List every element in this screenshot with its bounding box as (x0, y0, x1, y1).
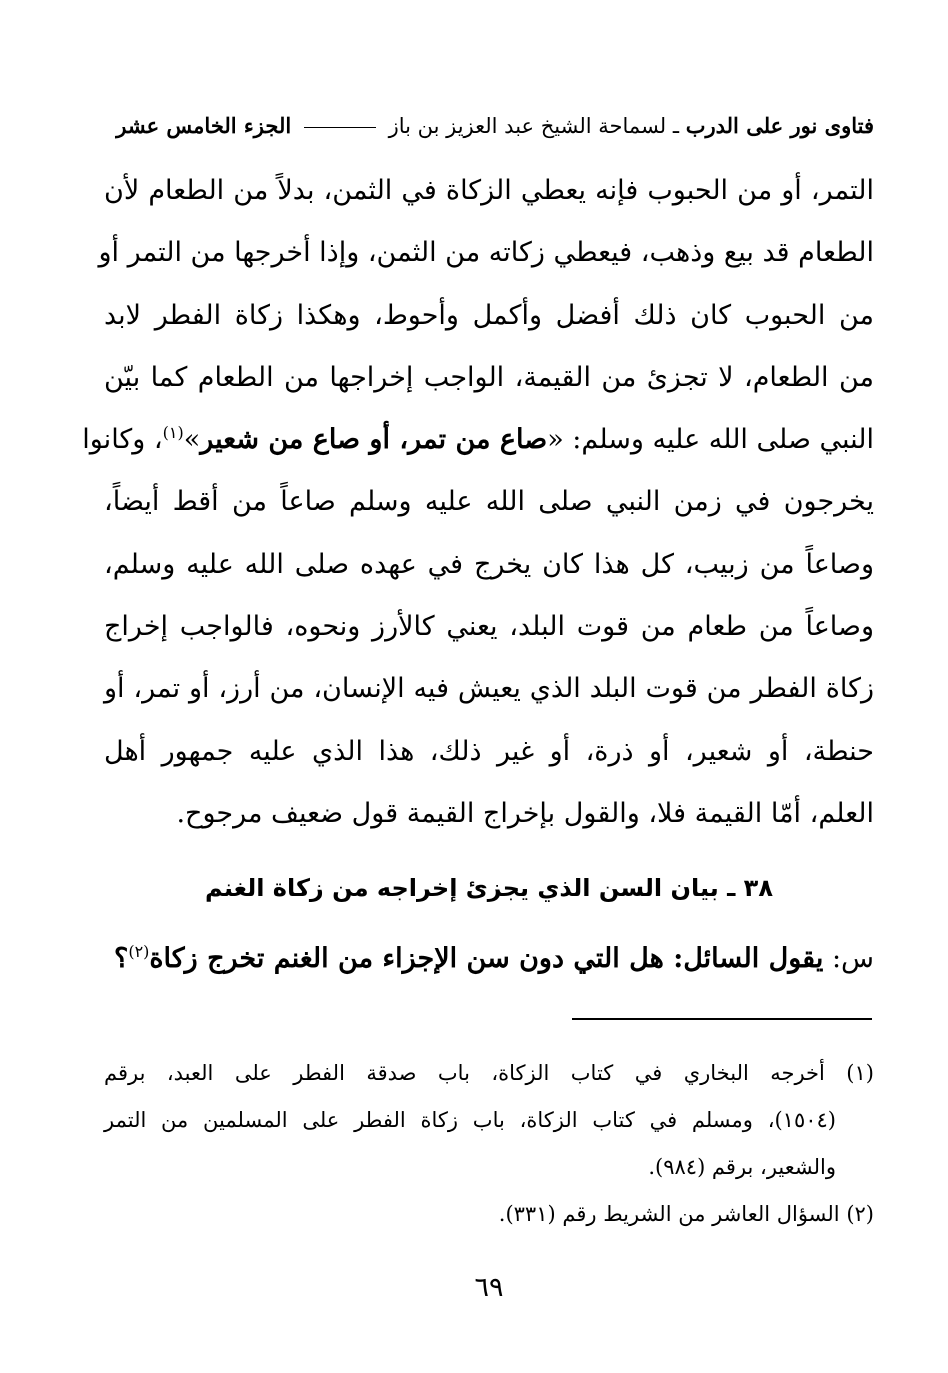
footnote-1-line: والشعير، برقم (٩٨٤). (648, 1155, 836, 1179)
paragraph-line: التمر، أو من الحبوب فإنه يعطي الزكاة في الثمن، بدلاً من الطعام لأن (104, 175, 874, 206)
hadith-line-before: النبي صلى الله عليه وسلم: « (547, 424, 874, 456)
question-mark: ؟ (113, 943, 129, 974)
paragraph-line: وصاعاً من زبيب، كل هذا كان يخرج في عهده صلى الله عليه وسلم، (104, 548, 874, 580)
paragraph-line: وصاعاً من طعام من قوت البلد، يعني كالأرز ونحوه، فالواجب إخراج (104, 611, 874, 643)
author-segment: ـ لسماحة الشيخ عبد العزيز بن باز (388, 114, 680, 138)
hadith-quote-close: » (183, 424, 201, 456)
page-number: ٦٩ (474, 1272, 504, 1303)
paragraph-line: زكاة الفطر من قوت البلد الذي يعيش فيه الإنسان، من أرز، أو تمر، أو (104, 673, 874, 705)
main-paragraph (82, 160, 874, 845)
question-line (104, 934, 874, 984)
footnote-2-line: (٢) السؤال العاشر من الشريط رقم (٣٣١). (498, 1202, 874, 1226)
paragraph-line: الطعام قد بيع وذهب، فيعطي زكاته من الثمن، وإذا أخرجها من التمر أو (98, 237, 874, 269)
footnote-1-line: (١٥٠٤)، ومسلم في كتاب الزكاة، باب زكاة الفطر على المسلمين من التمر (104, 1108, 836, 1132)
footnotes (104, 1050, 874, 1238)
book-title: فتاوى نور على الدرب (685, 113, 874, 138)
hadith-line-after: ، وكانوا (82, 424, 163, 456)
paragraph-line: يخرجون في زمن النبي صلى الله عليه وسلم صاعاً من أقط أيضاً، (104, 486, 874, 518)
running-header (104, 106, 874, 146)
footnote-ref-1[interactable]: (١) (162, 423, 184, 443)
paragraph-line: حنطة، أو شعير، أو ذرة، أو غير ذلك، هذا الذي عليه جمهور أهل (104, 735, 874, 767)
footnote-separator (572, 1018, 872, 1020)
hadith-line (82, 409, 874, 471)
volume-label: الجزء الخامس عشر (116, 113, 292, 138)
footnote-ref-2[interactable]: (٢) (128, 942, 150, 961)
paragraph-line: من الطعام، لا تجزئ من القيمة، الواجب إخراجها من الطعام كما بيّن (104, 361, 874, 393)
header-dash-rule (304, 127, 376, 128)
question-prefix: س: (823, 943, 874, 974)
question-text: يقول السائل: هل التي دون سن الإجزاء من الغنم تخرج زكاة (149, 943, 824, 974)
paragraph-line: العلم، أمّا القيمة فلا، والقول بإخراج القيمة قول ضعيف مرجوح. (176, 797, 874, 829)
section-heading: ٣٨ ـ بيان السن الذي يجزئ إخراجه من زكاة الغنم (205, 874, 773, 902)
hadith-quote: صاع من تمر، أو صاع من شعير (200, 424, 548, 456)
footnote-1-line: (١) أخرجه البخاري في كتاب الزكاة، باب صدقة الفطر على العبد، برقم (104, 1061, 874, 1085)
paragraph-line: من الحبوب كان ذلك أفضل وأكمل وأحوط، وهكذا زكاة الفطر لابد (104, 299, 874, 331)
